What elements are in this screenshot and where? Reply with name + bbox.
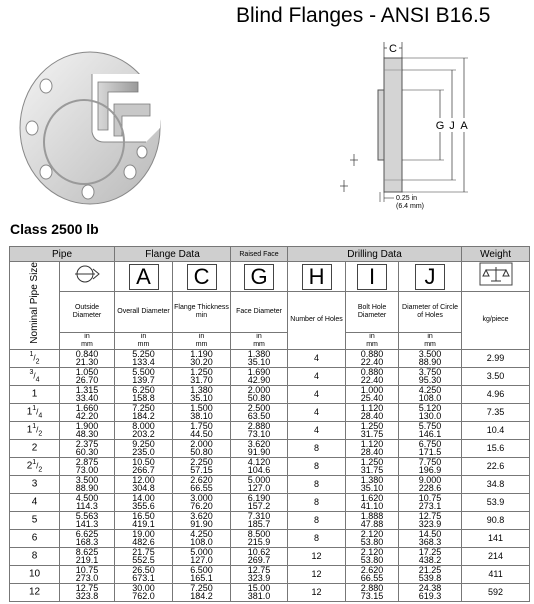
holes-cell: 8 bbox=[288, 475, 346, 493]
weight-cell: 214 bbox=[462, 547, 530, 565]
group-flange: Flange Data bbox=[115, 247, 231, 262]
bolt-hole-cell: 1.620 41.10 bbox=[346, 493, 399, 511]
overall-diameter-cell: 7.250 184.2 bbox=[115, 403, 173, 421]
letter-i: I bbox=[357, 264, 387, 290]
bolt-hole-cell: 1.000 25.40 bbox=[346, 385, 399, 403]
overall-diameter-cell: 16.50 419.1 bbox=[115, 511, 173, 529]
thickness-cell: 1.380 35.10 bbox=[173, 385, 231, 403]
face-diameter-cell: 5.000 127.0 bbox=[231, 475, 288, 493]
outside-diameter-cell: 1.050 26.70 bbox=[60, 367, 115, 385]
desc-bolt: Bolt Hole Diameter bbox=[346, 292, 399, 333]
overall-diameter-cell: 9.250 235.0 bbox=[115, 439, 173, 457]
bolt-hole-cell: 1.250 31.75 bbox=[346, 421, 399, 439]
nominal-size-cell: 4 bbox=[10, 493, 60, 511]
face-diameter-cell: 2.880 73.10 bbox=[231, 421, 288, 439]
table-row bbox=[10, 421, 530, 439]
raised-face-note-mm: (6.4 mm) bbox=[396, 203, 424, 210]
thickness-cell: 2.620 66.55 bbox=[173, 475, 231, 493]
bolt-circle-cell: 5.750 146.1 bbox=[399, 421, 462, 439]
letter-g: G bbox=[244, 264, 274, 290]
thickness-cell: 3.000 76.20 bbox=[173, 493, 231, 511]
letter-a: A bbox=[129, 264, 159, 290]
bolt-hole-cell: 1.120 28.40 bbox=[346, 403, 399, 421]
holes-cell: 4 bbox=[288, 349, 346, 367]
thickness-cell: 1.250 31.70 bbox=[173, 367, 231, 385]
nominal-size-cell: 12 bbox=[10, 583, 60, 601]
overall-diameter-cell: 10.50 266.7 bbox=[115, 457, 173, 475]
bolt-hole-cell: 1.888 47.88 bbox=[346, 511, 399, 529]
bolt-circle-cell: 12.75 323.9 bbox=[399, 511, 462, 529]
weight-cell: 7.35 bbox=[462, 403, 530, 421]
thickness-cell: 1.500 38.10 bbox=[173, 403, 231, 421]
holes-cell: 12 bbox=[288, 583, 346, 601]
dim-c-label: C bbox=[389, 43, 397, 55]
weight-cell: 4.96 bbox=[462, 385, 530, 403]
weight-cell: 2.99 bbox=[462, 349, 530, 367]
thickness-cell: 5.000 127.0 bbox=[173, 547, 231, 565]
weight-cell: 53.9 bbox=[462, 493, 530, 511]
bolt-circle-cell: 10.75 273.1 bbox=[399, 493, 462, 511]
desc-thickness: Flange Thickness min bbox=[173, 292, 231, 333]
holes-cell: 4 bbox=[288, 367, 346, 385]
overall-diameter-cell: 14.00 355.6 bbox=[115, 493, 173, 511]
bolt-circle-cell: 3.500 88.90 bbox=[399, 349, 462, 367]
bolt-hole-cell: 2.620 66.55 bbox=[346, 565, 399, 583]
outside-diameter-cell: 2.375 60.30 bbox=[60, 439, 115, 457]
weight-cell: 592 bbox=[462, 583, 530, 601]
unit-cell: in mm bbox=[115, 332, 173, 349]
overall-diameter-cell: 8.000 203.2 bbox=[115, 421, 173, 439]
desc-circle: Diameter of Circle of Holes bbox=[399, 292, 462, 333]
pipe-icon bbox=[60, 262, 115, 292]
desc-face: Face Diameter bbox=[231, 292, 288, 333]
bolt-hole-cell: 2.120 53.80 bbox=[346, 529, 399, 547]
desc-holes: Number of Holes bbox=[288, 292, 346, 350]
holes-cell: 12 bbox=[288, 547, 346, 565]
scale-icon bbox=[462, 262, 530, 292]
face-diameter-cell: 12.75 323.9 bbox=[231, 565, 288, 583]
face-diameter-cell: 6.190 157.2 bbox=[231, 493, 288, 511]
flange-data-table bbox=[9, 246, 530, 602]
bolt-circle-cell: 17.25 438.2 bbox=[399, 547, 462, 565]
thickness-cell: 3.620 91.90 bbox=[173, 511, 231, 529]
weight-cell: 34.8 bbox=[462, 475, 530, 493]
overall-diameter-cell: 21.75 552.5 bbox=[115, 547, 173, 565]
table-row bbox=[10, 511, 530, 529]
face-diameter-cell: 2.500 63.50 bbox=[231, 403, 288, 421]
nominal-size-cell: $1^1/_2$ bbox=[10, 421, 60, 439]
nominal-size-cell: $1^1/_4$ bbox=[10, 403, 60, 421]
table-row bbox=[10, 457, 530, 475]
table-row bbox=[10, 367, 530, 385]
section-drawing bbox=[340, 36, 500, 216]
table-row bbox=[10, 349, 530, 367]
bolt-circle-cell: 6.750 171.5 bbox=[399, 439, 462, 457]
letter-j: J bbox=[415, 264, 445, 290]
bolt-circle-cell: 24.38 619.3 bbox=[399, 583, 462, 601]
outside-diameter-cell: 6.625 168.3 bbox=[60, 529, 115, 547]
face-diameter-cell: 8.500 215.9 bbox=[231, 529, 288, 547]
overall-diameter-cell: 19.00 482.6 bbox=[115, 529, 173, 547]
dim-j-label: J bbox=[449, 120, 455, 132]
outside-diameter-cell: 10.75 273.0 bbox=[60, 565, 115, 583]
overall-diameter-cell: 5.250 133.4 bbox=[115, 349, 173, 367]
weight-cell: 10.4 bbox=[462, 421, 530, 439]
thickness-cell: 6.500 165.1 bbox=[173, 565, 231, 583]
nominal-size-cell: $2^1/_2$ bbox=[10, 457, 60, 475]
class-label: Class 2500 lb bbox=[10, 221, 99, 237]
overall-diameter-cell: 6.250 158.8 bbox=[115, 385, 173, 403]
bolt-circle-cell: 14.50 368.3 bbox=[399, 529, 462, 547]
table-row bbox=[10, 565, 530, 583]
holes-cell: 12 bbox=[288, 565, 346, 583]
flange-illustration bbox=[18, 44, 168, 209]
overall-diameter-cell: 5.500 139.7 bbox=[115, 367, 173, 385]
holes-cell: 8 bbox=[288, 457, 346, 475]
face-diameter-cell: 3.620 91.90 bbox=[231, 439, 288, 457]
outside-diameter-cell: 2.875 73.00 bbox=[60, 457, 115, 475]
table-row bbox=[10, 403, 530, 421]
nominal-size-cell: $^1/_2$ bbox=[10, 349, 60, 367]
face-diameter-cell: 2.000 50.80 bbox=[231, 385, 288, 403]
bolt-hole-cell: 1.120 28.40 bbox=[346, 439, 399, 457]
outside-diameter-cell: 12.75 323.8 bbox=[60, 583, 115, 601]
holes-cell: 8 bbox=[288, 529, 346, 547]
desc-kg: kg/piece bbox=[462, 292, 530, 350]
weight-cell: 22.6 bbox=[462, 457, 530, 475]
table-row bbox=[10, 385, 530, 403]
nominal-size-cell: 5 bbox=[10, 511, 60, 529]
nominal-size-cell: 6 bbox=[10, 529, 60, 547]
raised-face-note: 0.25 in bbox=[396, 195, 418, 202]
overall-diameter-cell: 30.00 762.0 bbox=[115, 583, 173, 601]
nominal-size-cell: 2 bbox=[10, 439, 60, 457]
outside-diameter-cell: 1.660 42.20 bbox=[60, 403, 115, 421]
outside-diameter-cell: 0.840 21.30 bbox=[60, 349, 115, 367]
bolt-hole-cell: 2.120 53.80 bbox=[346, 547, 399, 565]
face-diameter-cell: 1.380 35.10 bbox=[231, 349, 288, 367]
nominal-size-header: Nominal Pipe Size bbox=[10, 262, 60, 350]
table-row bbox=[10, 439, 530, 457]
table-row bbox=[10, 475, 530, 493]
group-raised-face: Raised Face bbox=[231, 247, 288, 262]
nominal-size-cell: 3 bbox=[10, 475, 60, 493]
bolt-hole-cell: 2.880 73.15 bbox=[346, 583, 399, 601]
nominal-size-cell: 8 bbox=[10, 547, 60, 565]
table-row bbox=[10, 493, 530, 511]
dim-g-label: G bbox=[435, 120, 445, 132]
weight-cell: 15.6 bbox=[462, 439, 530, 457]
overall-diameter-cell: 26.50 673.1 bbox=[115, 565, 173, 583]
thickness-cell: 2.000 50.80 bbox=[173, 439, 231, 457]
bolt-circle-cell: 4.250 108.0 bbox=[399, 385, 462, 403]
unit-cell: in mm bbox=[231, 332, 288, 349]
face-diameter-cell: 4.120 104.6 bbox=[231, 457, 288, 475]
weight-cell: 3.50 bbox=[462, 367, 530, 385]
holes-cell: 8 bbox=[288, 511, 346, 529]
overall-diameter-cell: 12.00 304.8 bbox=[115, 475, 173, 493]
weight-cell: 90.8 bbox=[462, 511, 530, 529]
table-row bbox=[10, 583, 530, 601]
unit-cell: in mm bbox=[173, 332, 231, 349]
face-diameter-cell: 1.690 42.90 bbox=[231, 367, 288, 385]
table-row bbox=[10, 529, 530, 547]
desc-overall: Overall Diameter bbox=[115, 292, 173, 333]
bolt-circle-cell: 9.000 228.6 bbox=[399, 475, 462, 493]
thickness-cell: 7.250 184.2 bbox=[173, 583, 231, 601]
bolt-hole-cell: 0.880 22.40 bbox=[346, 367, 399, 385]
outside-diameter-cell: 4.500 114.3 bbox=[60, 493, 115, 511]
unit-cell: in mm bbox=[60, 332, 115, 349]
thickness-cell: 1.750 44.50 bbox=[173, 421, 231, 439]
face-diameter-cell: 15.00 381.0 bbox=[231, 583, 288, 601]
bolt-circle-cell: 3.750 95.30 bbox=[399, 367, 462, 385]
letter-h: H bbox=[302, 264, 332, 290]
outside-diameter-cell: 1.900 48.30 bbox=[60, 421, 115, 439]
dim-a-label: A bbox=[460, 120, 468, 132]
holes-cell: 8 bbox=[288, 439, 346, 457]
outside-diameter-cell: 1.315 33.40 bbox=[60, 385, 115, 403]
outside-diameter-cell: 3.500 88.90 bbox=[60, 475, 115, 493]
thickness-cell: 2.250 57.15 bbox=[173, 457, 231, 475]
group-drilling: Drilling Data bbox=[288, 247, 462, 262]
group-pipe: Pipe bbox=[10, 247, 115, 262]
bolt-hole-cell: 1.250 31.75 bbox=[346, 457, 399, 475]
bolt-hole-cell: 0.880 22.40 bbox=[346, 349, 399, 367]
weight-cell: 141 bbox=[462, 529, 530, 547]
outside-diameter-cell: 5.563 141.3 bbox=[60, 511, 115, 529]
unit-cell: in mm bbox=[346, 332, 399, 349]
table-row bbox=[10, 547, 530, 565]
holes-cell: 4 bbox=[288, 385, 346, 403]
nominal-size-cell: 10 bbox=[10, 565, 60, 583]
bolt-circle-cell: 21.25 539.8 bbox=[399, 565, 462, 583]
bolt-hole-cell: 1.380 35.10 bbox=[346, 475, 399, 493]
bolt-circle-cell: 5.120 130.0 bbox=[399, 403, 462, 421]
face-diameter-cell: 10.62 269.7 bbox=[231, 547, 288, 565]
page-title: Blind Flanges - ANSI B16.5 bbox=[236, 4, 491, 27]
holes-cell: 4 bbox=[288, 421, 346, 439]
desc-outside: Outside Diameter bbox=[60, 292, 115, 333]
letter-c: C bbox=[187, 264, 217, 290]
holes-cell: 8 bbox=[288, 493, 346, 511]
nominal-size-cell: $^3/_4$ bbox=[10, 367, 60, 385]
group-weight: Weight bbox=[462, 247, 530, 262]
face-diameter-cell: 7.310 185.7 bbox=[231, 511, 288, 529]
holes-cell: 4 bbox=[288, 403, 346, 421]
bolt-circle-cell: 7.750 196.9 bbox=[399, 457, 462, 475]
unit-cell: in mm bbox=[399, 332, 462, 349]
thickness-cell: 4.250 108.0 bbox=[173, 529, 231, 547]
nominal-size-cell: 1 bbox=[10, 385, 60, 403]
thickness-cell: 1.190 30.20 bbox=[173, 349, 231, 367]
weight-cell: 411 bbox=[462, 565, 530, 583]
outside-diameter-cell: 8.625 219.1 bbox=[60, 547, 115, 565]
